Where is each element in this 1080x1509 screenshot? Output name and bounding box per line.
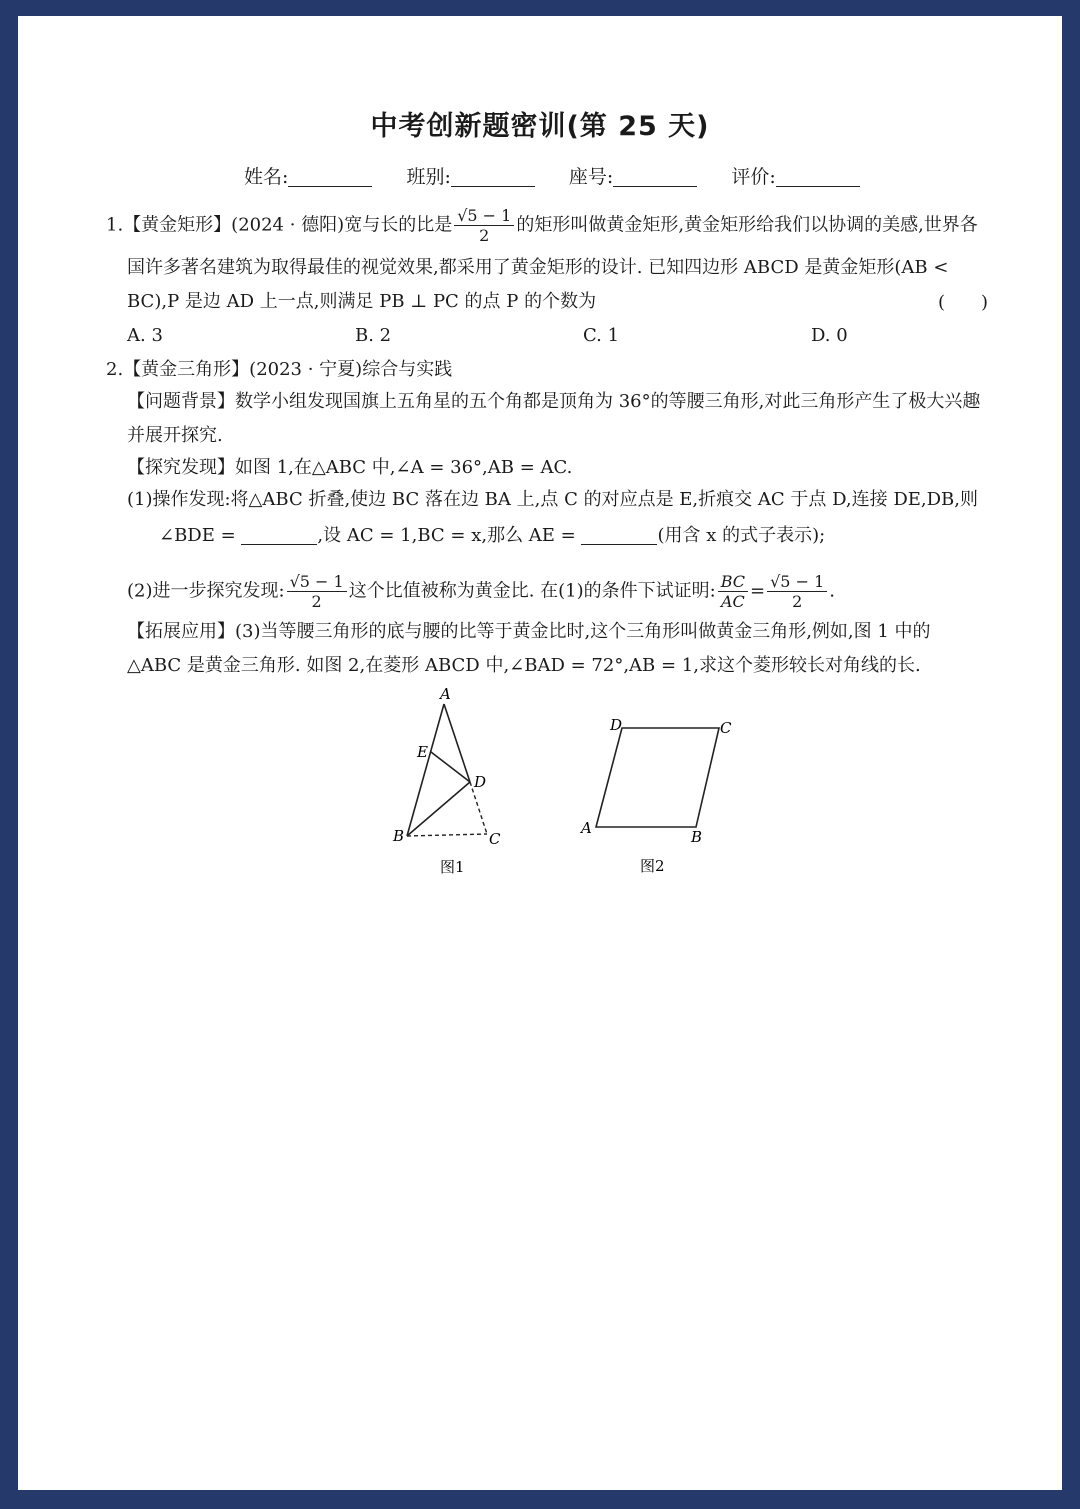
q1-frac-num: √5 − 1 — [454, 206, 514, 226]
q2-p1-angle-text: ∠BDE = — [159, 525, 236, 546]
fig1-segment-ed — [431, 752, 470, 782]
fig2-label-d: D — [610, 716, 623, 734]
q2-angle-answer-blank[interactable] — [241, 526, 317, 545]
q2-part2 — [127, 572, 835, 611]
fig1-segment-bd — [407, 782, 470, 836]
q1-answer-paren[interactable]: ( ) — [938, 292, 989, 313]
q2-p2-equals: = — [750, 580, 766, 602]
q2-p2-lead: (2)进一步探究发现: — [127, 580, 285, 602]
q1-frac-den: 2 — [479, 226, 490, 245]
q2-ae-answer-blank[interactable] — [581, 526, 657, 545]
figure-2-rhombus — [574, 710, 754, 882]
seat-blank[interactable] — [613, 168, 697, 187]
q1-option-b[interactable]: B. 2 — [355, 325, 392, 346]
q2-part1-b — [159, 522, 825, 550]
q2-extension-2: △ABC 是黄金三角形. 如图 2,在菱形 ABCD 中,∠BAD = 72°,AB = 1,求这个菱形较长对角线的长. — [127, 655, 921, 676]
q1-line-3: BC),P 是边 AD 上一点,则满足 PB ⊥ PC 的点 P 的个数为 — [127, 291, 597, 312]
fig1-side-ad — [444, 704, 470, 782]
q2-extension-1: 【拓展应用】(3)当等腰三角形的底与腰的比等于黄金比时,这个三角形叫做黄金三角形,例如,图 1 中的 — [127, 621, 931, 642]
q2-p2-end: . — [829, 580, 835, 602]
q1-option-c[interactable]: C. 1 — [583, 325, 620, 346]
fig1-side-bc-dashed — [407, 834, 487, 836]
q2-p2-ratio-fraction — [718, 572, 748, 611]
q2-p2-golden-fraction — [767, 572, 827, 611]
fig2-rhombus-shape — [596, 728, 719, 827]
q1-line-2: 国许多著名建筑为取得最佳的视觉效果,都采用了黄金矩形的设计. 已知四边形 ABCD 是黄金矩形(AB < — [127, 257, 949, 278]
fig2-label-a: A — [581, 819, 592, 837]
fig2-caption: 图2 — [640, 857, 665, 875]
q2-heading: 2.【黄金三角形】(2023 · 宁夏)综合与实践 — [106, 359, 453, 380]
q2-p2-golden-den: 2 — [792, 592, 803, 611]
student-info-fields — [244, 162, 888, 189]
q2-background-1: 【问题背景】数学小组发现国旗上五角星的五个角都是顶角为 36°的等腰三角形,对此三角形产生了极大兴趣 — [127, 391, 981, 412]
name-blank[interactable] — [288, 168, 372, 187]
fig1-label-b: B — [393, 827, 405, 845]
fig2-label-b: B — [691, 828, 703, 846]
q2-p1-end-text: (用含 x 的式子表示); — [657, 525, 826, 546]
worksheet-page — [18, 16, 1062, 1490]
q2-p2-frac-den: 2 — [311, 592, 322, 611]
q2-p2-ratio-den: AC — [720, 592, 745, 611]
q2-explore: 【探究发现】如图 1,在△ABC 中,∠A = 36°,AB = AC. — [127, 457, 573, 478]
name-label: 姓名: — [244, 166, 289, 188]
page-title: 中考创新题密训(第 25 天) — [370, 111, 710, 142]
q1-option-d[interactable]: D. 0 — [811, 325, 848, 346]
fig2-label-c: C — [720, 719, 732, 737]
name-field[interactable] — [244, 162, 372, 189]
q2-p2-golden-num: √5 − 1 — [767, 572, 827, 592]
seat-field[interactable] — [569, 162, 697, 189]
fig1-label-a: A — [440, 685, 451, 703]
grade-blank[interactable] — [776, 168, 860, 187]
q2-part1-a: (1)操作发现:将△ABC 折叠,使边 BC 落在边 BA 上,点 C 的对应点是 E,折痕交 AC 于点 D,连接 DE,DB,则 — [127, 489, 978, 510]
q1-prefix: 1.【黄金矩形】(2024 · 德阳)宽与长的比是 — [106, 214, 453, 236]
q2-p2-frac-num: √5 − 1 — [287, 572, 347, 592]
q1-line-1 — [106, 206, 978, 245]
q2-p2-ratio-num: BC — [718, 572, 748, 592]
q2-p2-middle: 这个比值被称为黄金比. 在(1)的条件下试证明: — [348, 580, 716, 602]
grade-field[interactable] — [731, 162, 859, 189]
q2-p2-fraction — [287, 572, 347, 611]
q1-option-a[interactable]: A. 3 — [127, 325, 163, 346]
fig1-label-e: E — [417, 743, 428, 761]
class-field[interactable] — [406, 162, 534, 189]
class-blank[interactable] — [451, 168, 535, 187]
fig1-caption: 图1 — [440, 858, 465, 876]
q2-background-2: 并展开探究. — [127, 425, 223, 446]
fig1-label-c: C — [489, 830, 501, 848]
seat-label: 座号: — [568, 166, 614, 188]
q1-fraction — [454, 206, 514, 245]
grade-label: 评价: — [731, 166, 776, 188]
q1-line1-rest: 的矩形叫做黄金矩形,黄金矩形给我们以协调的美感,世界各 — [516, 214, 978, 236]
q2-p1-middle-text: ,设 AC = 1,BC = x,那么 AE = — [317, 525, 576, 546]
class-label: 班别: — [406, 166, 451, 188]
fig1-side-ab — [407, 704, 444, 836]
fig1-label-d: D — [474, 773, 487, 791]
figure-1-triangle — [390, 684, 520, 884]
